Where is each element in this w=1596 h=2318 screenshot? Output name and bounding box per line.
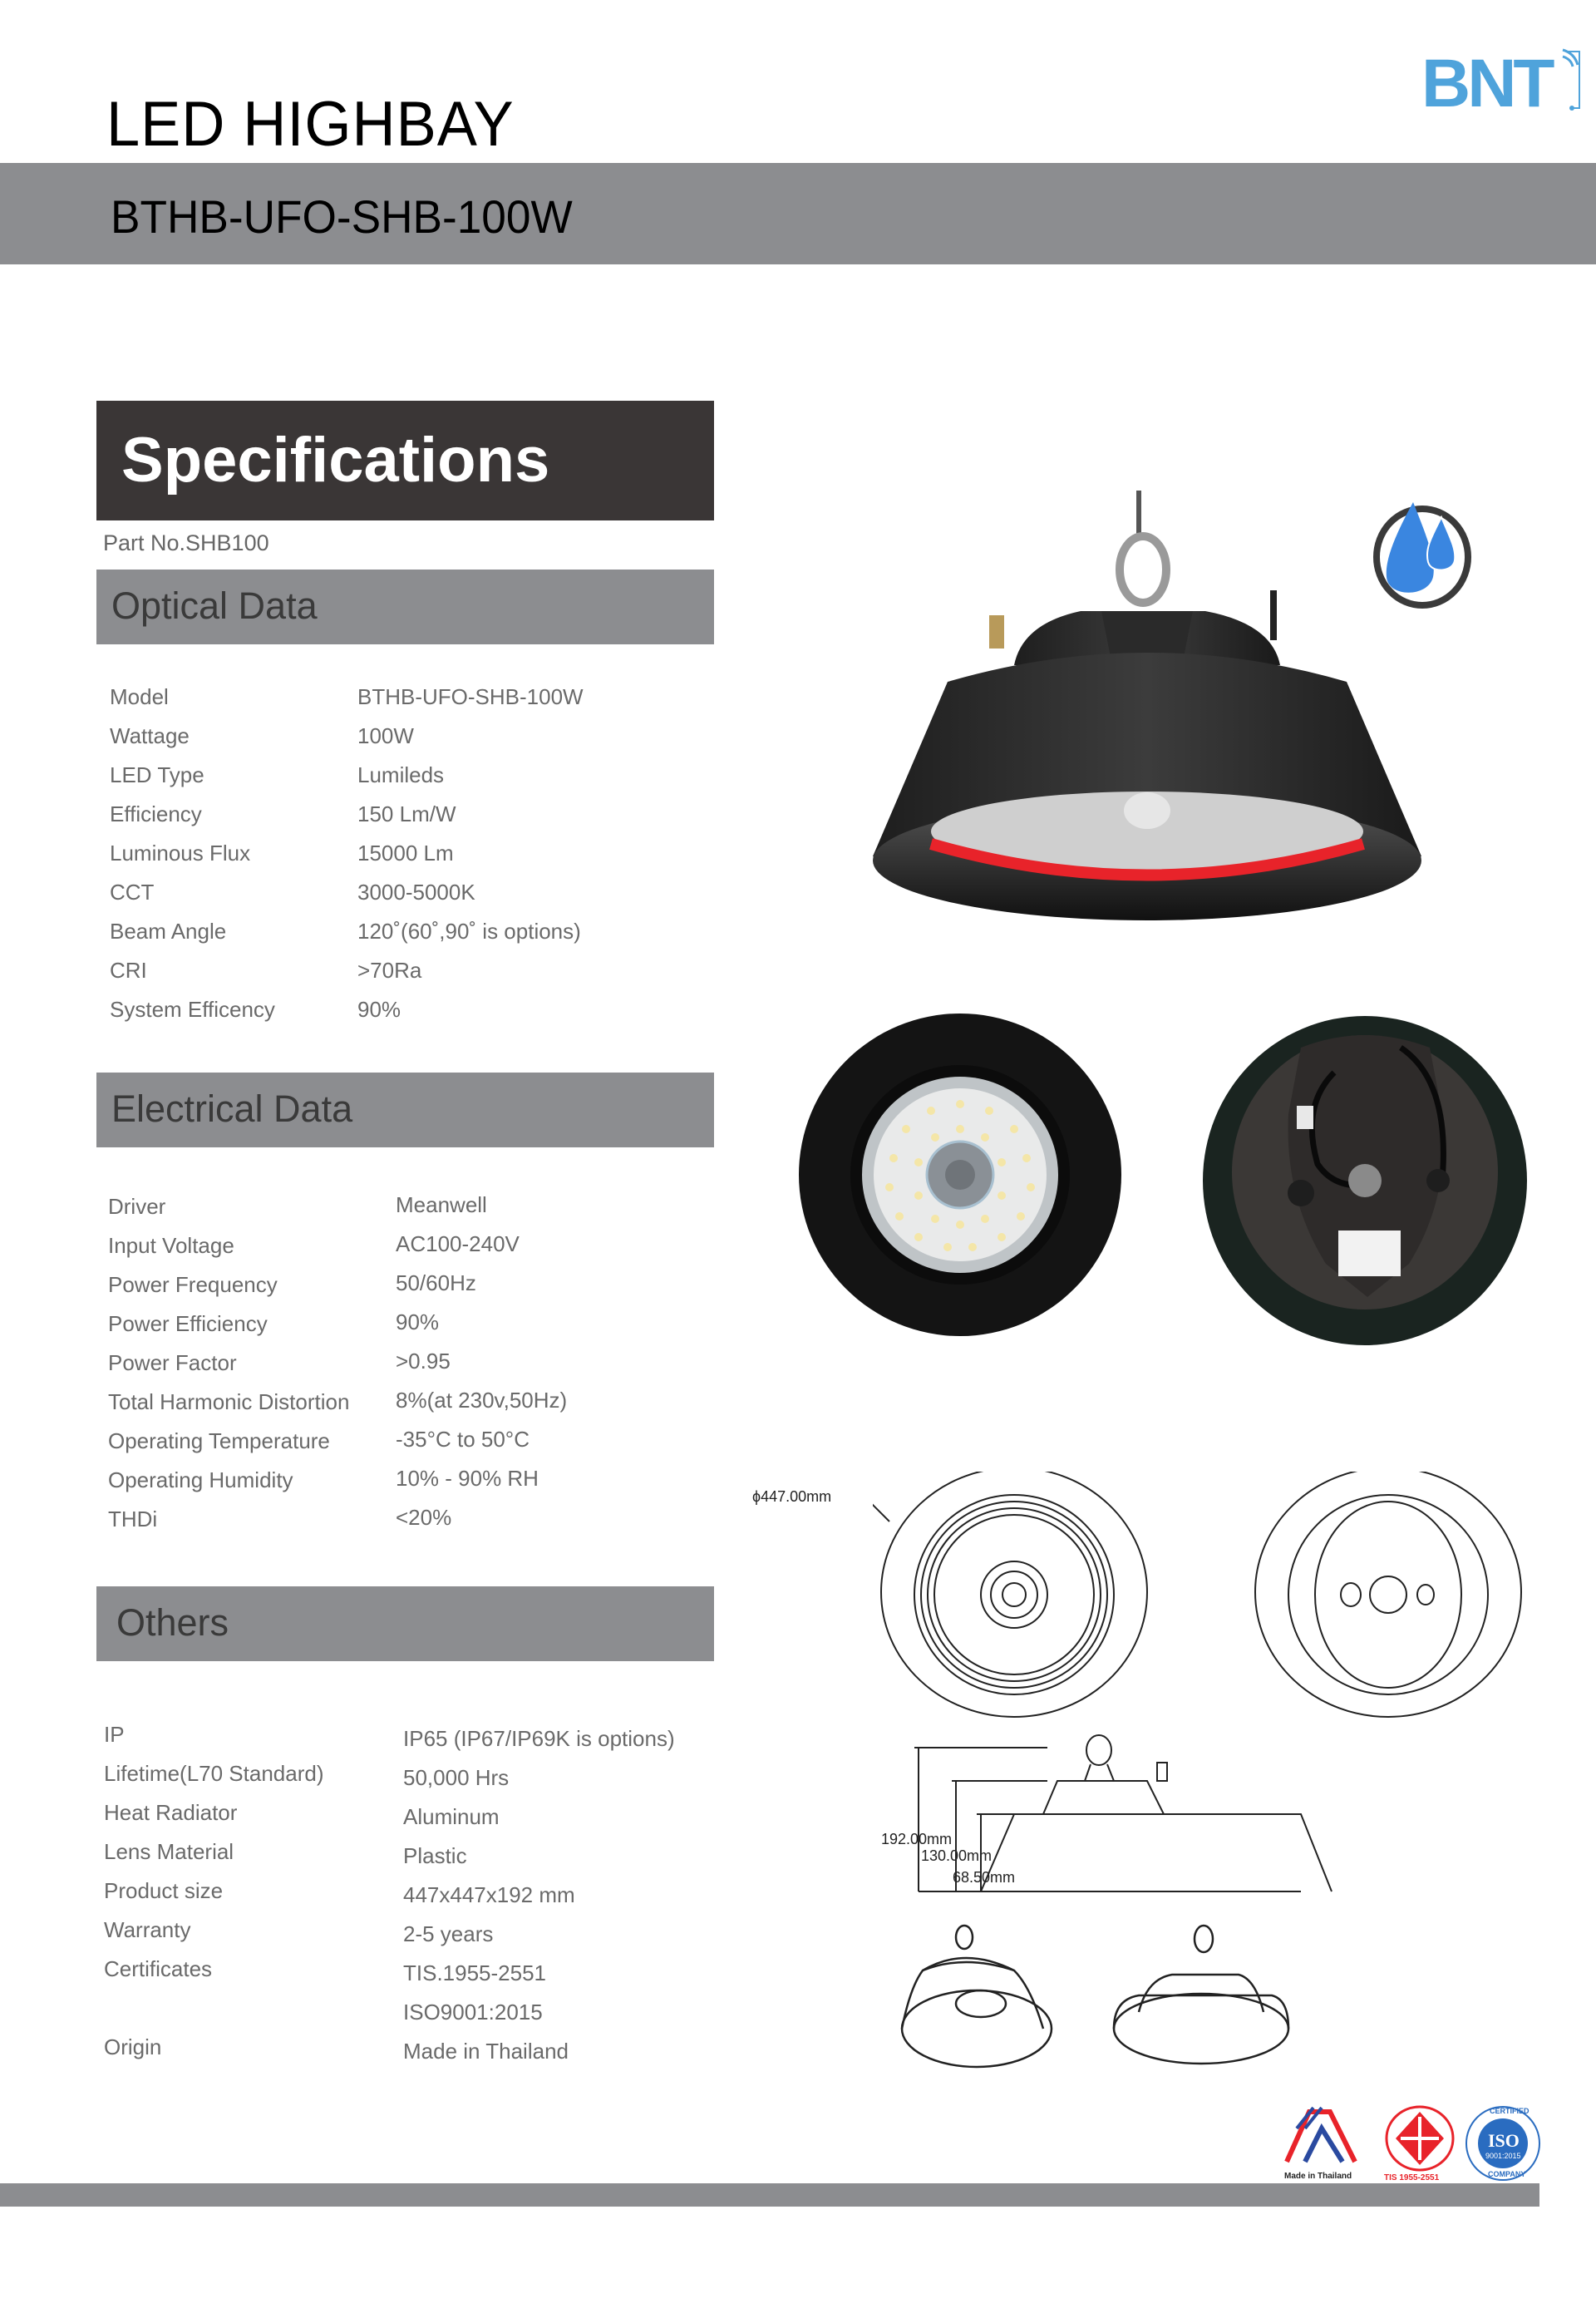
others-label: Heat Radiator [104, 1800, 238, 1825]
optical-value: 100W [357, 723, 414, 748]
diameter-dimension: ϕ447.00mm [752, 1488, 832, 1505]
others-label: IP [104, 1722, 125, 1747]
others-label: Origin [104, 2034, 162, 2059]
back-housing-photo [1201, 1014, 1530, 1347]
others-label: Warranty [104, 1917, 191, 1942]
optical-label: CRI [110, 958, 147, 983]
others-header [96, 1586, 714, 1661]
others-value: 50,000 Hrs [403, 1765, 510, 1790]
others-value: 447x447x192 mm [403, 1882, 575, 1907]
specifications-heading [96, 401, 714, 520]
electrical-data-title: Electrical Data [111, 1087, 353, 1130]
optical-value: 150 Lm/W [357, 801, 456, 826]
others-title: Others [116, 1601, 229, 1644]
optical-label: Beam Angle [110, 919, 227, 944]
electrical-label: Power Factor [108, 1350, 237, 1375]
model-band [0, 163, 1596, 264]
model-number: BTHB-UFO-SHB-100W [111, 190, 573, 243]
iso-company-text: COMPANY [1488, 2170, 1526, 2178]
electrical-label: Operating Humidity [108, 1467, 293, 1492]
optical-value: >70Ra [357, 958, 422, 983]
iso-text: ISO [1488, 2130, 1520, 2151]
electrical-label: Power Frequency [108, 1272, 278, 1297]
optical-value: 3000-5000K [357, 880, 475, 905]
optical-data-title: Optical Data [111, 584, 318, 627]
footer-bar [0, 2183, 1539, 2207]
optical-label: Wattage [110, 723, 190, 748]
perspective-drawings [889, 1912, 1530, 2079]
iso-certified-text: CERTIFIED [1490, 2107, 1530, 2115]
optical-value: BTHB-UFO-SHB-100W [357, 684, 584, 709]
electrical-label: Operating Temperature [108, 1428, 330, 1453]
others-value: Plastic [403, 1843, 467, 1868]
optical-label: System Efficency [110, 997, 275, 1022]
electrical-value: <20% [396, 1505, 452, 1530]
electrical-value: Meanwell [396, 1192, 487, 1217]
bnt-logo [1420, 47, 1586, 113]
optical-label: Efficiency [110, 801, 202, 826]
optical-data-header [96, 570, 714, 644]
electrical-value: 8%(at 230v,50Hz) [396, 1388, 568, 1413]
svg-text:BNT: BNT [1421, 47, 1552, 113]
electrical-value: 10% - 90% RH [396, 1466, 539, 1491]
optical-value: 90% [357, 997, 401, 1022]
tis-logo [1384, 2105, 1459, 2184]
others-label: Lifetime(L70 Standard) [104, 1761, 324, 1786]
electrical-label: Power Efficiency [108, 1311, 268, 1336]
optical-label: Luminous Flux [110, 841, 251, 866]
waterproof-icon [1370, 494, 1478, 610]
specifications-title: Specifications [121, 425, 550, 496]
optical-value: 15000 Lm [357, 841, 454, 866]
others-label: Product size [104, 1878, 224, 1903]
others-value: 2-5 years [403, 1921, 494, 1946]
electrical-value: AC100-240V [396, 1231, 520, 1256]
electrical-label: Total Harmonic Distortion [108, 1389, 350, 1414]
part-number: Part No.SHB100 [103, 530, 269, 555]
tis-text: TIS 1955-2551 [1384, 2173, 1440, 2182]
height-mid-dimension: 130.00mm [921, 1847, 993, 1864]
optical-label: LED Type [110, 762, 204, 787]
others-label: Lens Material [104, 1839, 234, 1864]
electrical-value: 90% [396, 1309, 440, 1334]
optical-value: Lumileds [357, 762, 445, 787]
others-value: Made in Thailand [403, 2039, 569, 2064]
made-in-thailand-logo [1280, 2103, 1376, 2182]
others-value: Aluminum [403, 1804, 500, 1829]
led-front-photo [798, 1013, 1122, 1337]
electrical-value: >0.95 [396, 1349, 451, 1374]
electrical-label: Driver [108, 1194, 166, 1219]
electrical-label: THDi [108, 1507, 158, 1531]
optical-value: 120˚(60˚,90˚ is options) [357, 919, 581, 944]
height-low-dimension: 68.50mm [953, 1869, 1016, 1886]
height-total-dimension: 192.00mm [881, 1831, 953, 1847]
optical-label: CCT [110, 880, 155, 905]
electrical-label: Input Voltage [108, 1233, 234, 1258]
made-in-thailand-text: Made in Thailand [1284, 2172, 1352, 2181]
iso-certified-badge [1465, 2105, 1541, 2182]
others-label: Certificates [104, 1956, 213, 1981]
others-value: TIS.1955-2551 [403, 1960, 547, 1985]
electrical-value: 50/60Hz [396, 1270, 476, 1295]
technical-drawing [873, 1472, 1571, 1904]
electrical-data-header [96, 1073, 714, 1147]
electrical-value: -35°C to 50°C [396, 1427, 530, 1452]
others-value: IP65 (IP67/IP69K is options) [403, 1726, 675, 1751]
optical-label: Model [110, 684, 169, 709]
product-title: LED HIGHBAY [106, 89, 515, 160]
others-value: ISO9001:2015 [403, 2000, 543, 2025]
iso-number-text: 9001:2015 [1485, 2152, 1521, 2160]
